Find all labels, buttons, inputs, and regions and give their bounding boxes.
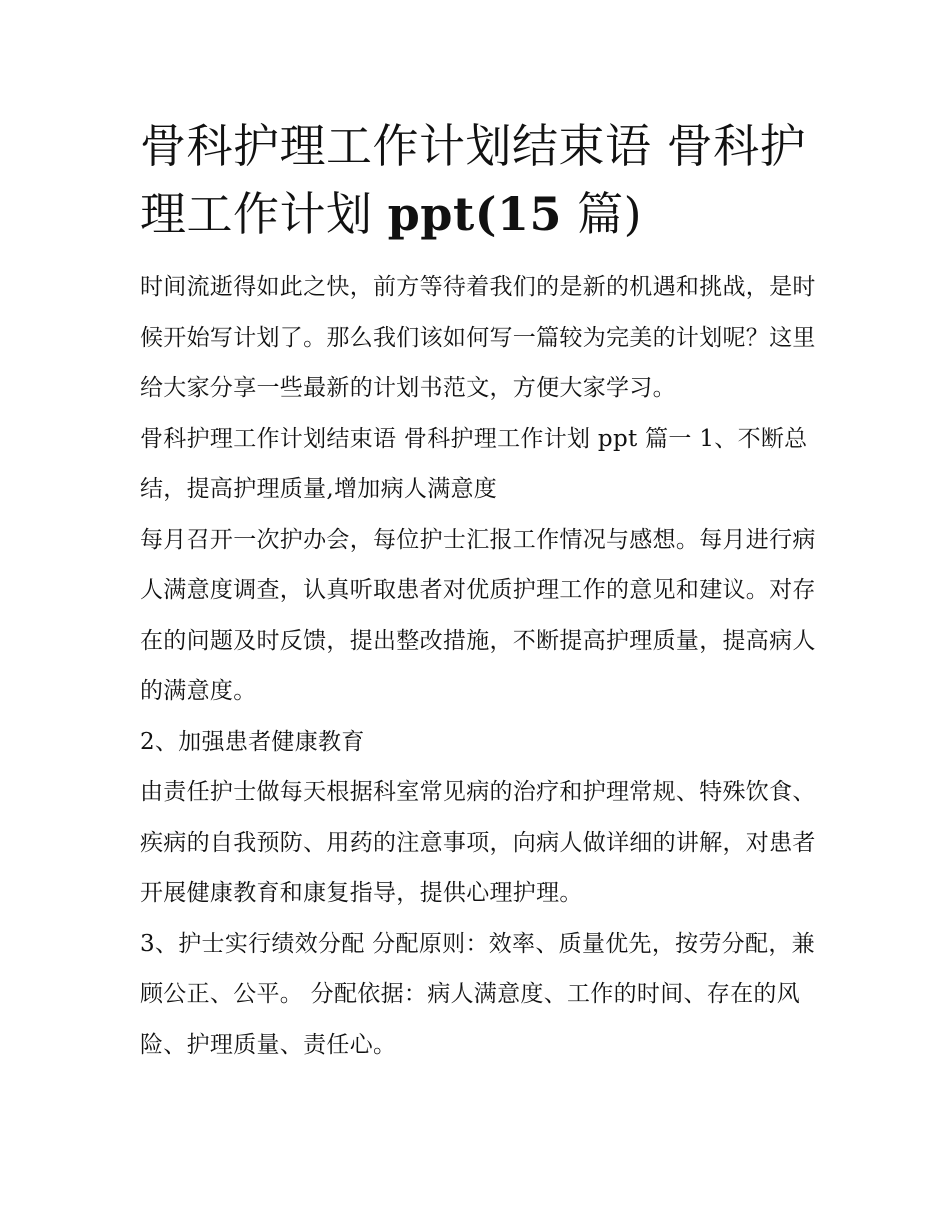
paragraph-performance-allocation: 3、护士实行绩效分配 分配原则：效率、质量优先，按劳分配，兼顾公正、公平。 分配依据：病人满意度、工作的时间、存在的风险、护理质量、责任心。 <box>140 930 815 1058</box>
paragraph-section-two-heading: 2、加强患者健康教育 <box>140 728 365 755</box>
title-text-part3: 篇) <box>561 187 643 241</box>
paragraph-health-education: 由责任护士做每天根据科室常见病的治疗和护理常规、特殊饮食、疾病的自我预防、用药的注意事项，向病人做详细的讲解，对患者开展健康教育和康复指导，提供心理护理。 <box>140 779 816 906</box>
paragraph-monthly-meeting: 每月召开一次护办会，每位护士汇报工作情况与感想。每月进行病人满意度调查，认真听取患者对优质护理工作的意见和建议。对存在的问题及时反馈，提出整改措施，不断提高护理质量，提高病人的满意度。 <box>140 526 816 704</box>
document-content <box>140 112 820 1070</box>
title-text-part2: ppt(15 <box>387 187 562 241</box>
title-text-part1: 骨科护理工作计划结束语 骨科护理工作计划 <box>140 119 807 241</box>
document-title <box>140 112 820 248</box>
paragraph-section-one-heading: 骨科护理工作计划结束语 骨科护理工作计划 ppt 篇一 1、不断总结，提高护理质量,增加病人满意度 <box>140 425 808 502</box>
paragraph-intro: 时间流逝得如此之快，前方等待着我们的是新的机遇和挑战，是时候开始写计划了。那么我们该如何写一篇较为完美的计划呢？这里给大家分享一些最新的计划书范文，方便大家学习。 <box>140 274 816 401</box>
